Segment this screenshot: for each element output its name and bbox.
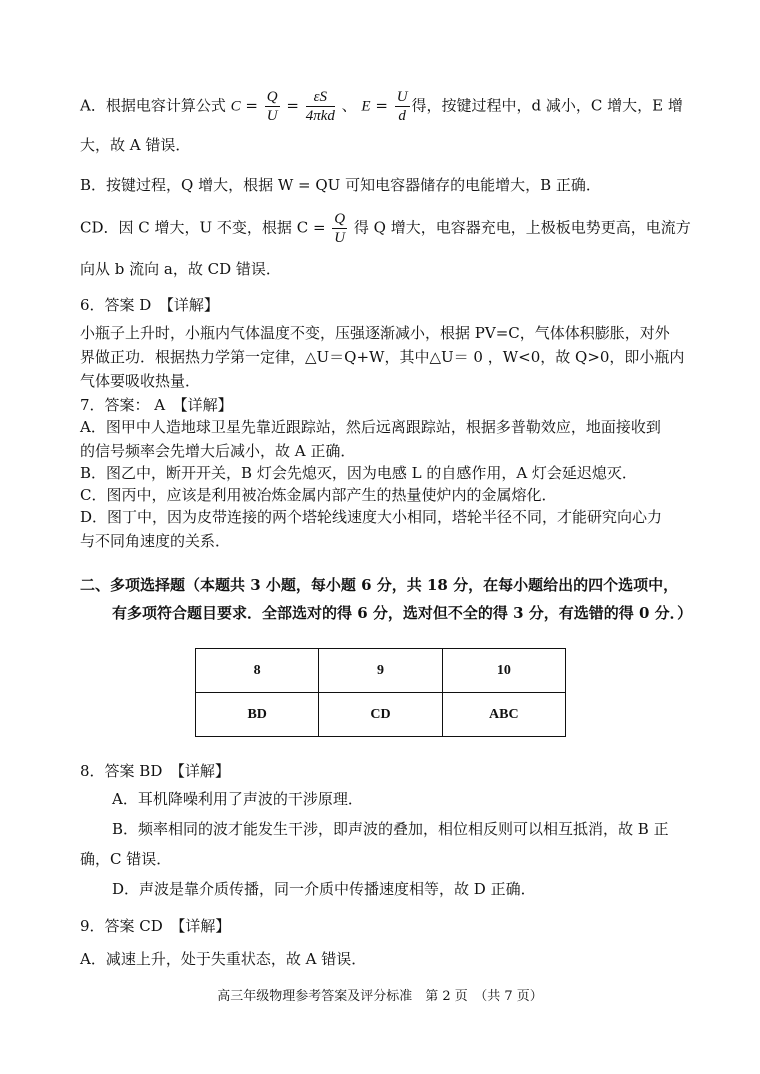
table-row [196,693,566,737]
text-line: 的信号频率会先增大后减小，故 A 正确． [80,442,356,460]
text-line: 确，C 错误． [80,850,172,868]
table-cell: CD [319,693,442,737]
denominator: U [266,108,278,124]
table-cell: ABC [442,693,565,737]
section-heading: 二、多项选择题（本题共 3 小题，每小题 6 分，共 18 分，在每小题给出的四个选项中， [80,576,679,594]
var-c: C [230,98,241,115]
text-line: B．按键过程，Q 增大，根据 W = QU 可知电容器储存的电能增大，B 正确． [80,176,601,194]
text-line: A．耳机降噪利用了声波的干涉原理． [112,790,363,808]
numerator: Q [334,211,346,227]
text-line: B．图乙中，断开开关，B 灯会先熄灭，因为电感 L 的自感作用，A 灯会延迟熄灭． [80,464,637,482]
text-line: 小瓶子上升时，小瓶内气体温度不变，压强逐渐减小，根据 PV=C，气体体积膨胀，对外 [80,324,670,342]
text-segment: 得，按键过程中，d 减小，C 增大，E 增 [411,96,683,115]
text-line: D．声波是靠介质传播，同一介质中传播速度相等，故 D 正确． [112,880,536,898]
numerator: εS [306,88,335,107]
table-header-cell: 9 [319,649,442,693]
text-line: 界做正功．根据热力学第一定律，△U＝Q+W，其中△U＝ 0 ，W<0，故 Q>0，即小瓶内 [80,348,685,366]
equals: = [281,96,304,115]
section-heading-cont: 有多项符合题目要求．全部选对的得 6 分，选对但不全的得 3 分，有选错的得 0 分．） [112,604,693,622]
text-line: 大，故 A 错误． [80,136,191,154]
formula-line-cd [80,210,691,247]
page-footer: 高三年级物理参考答案及评分标准 第 2 页 （共 7 页） [217,989,543,1004]
table-cell: BD [196,693,319,737]
text-segment: 得 Q 增大，电容器充电，上极板电势更高，电流方 [349,218,691,237]
text-line: D．图丁中，因为皮带连接的两个塔轮线速度大小相同，塔轮半径不同，才能研究向心力 [80,508,663,526]
var-e: E [361,98,371,115]
fraction-q-over-u [332,210,347,247]
denominator: d [398,108,406,124]
text-line: 向从 b 流向 a，故 CD 错误． [80,260,281,278]
text-line: B．频率相同的波才能发生干涉，即声波的叠加，相位相反则可以相互抵消，故 B 正 [112,820,669,838]
denominator: U [334,230,346,246]
equals: = [240,96,263,115]
fraction-es-over-4pikd [306,88,335,125]
answer-heading: 7．答案： A 【详解】 [80,396,233,414]
numerator: U [396,89,408,105]
text-segment: A．根据电容计算公式 [80,96,231,115]
fraction-u-over-d [395,88,410,125]
text-line: 与不同角速度的关系． [80,532,231,550]
text-line: A．图甲中人造地球卫星先靠近跟踪站，然后远离跟踪站，根据多普勒效应，地面接收到 [80,418,661,436]
text-line: 气体要吸收热量． [80,372,201,390]
table-header-cell: 10 [442,649,565,693]
equals: = [370,96,393,115]
text-line: C．图丙中，应该是利用被冶炼金属内部产生的热量使炉内的金属熔化． [80,486,557,504]
separator: 、 [336,96,362,115]
answer-table [195,648,566,737]
answer-heading: 6．答案 D 【详解】 [80,296,219,314]
formula-line [80,88,683,125]
denominator: 4πkd [305,108,335,124]
numerator: Q [266,89,278,105]
table-header-row [196,649,566,693]
fraction-q-over-u [265,88,280,125]
table-header-cell: 8 [196,649,319,693]
text-segment: CD．因 C 增大，U 不变，根据 C = [80,218,331,237]
answer-heading: 9．答案 CD 【详解】 [80,917,231,935]
text-line: A．减速上升，处于失重状态，故 A 错误． [80,950,367,968]
answer-heading: 8．答案 BD 【详解】 [80,762,230,780]
